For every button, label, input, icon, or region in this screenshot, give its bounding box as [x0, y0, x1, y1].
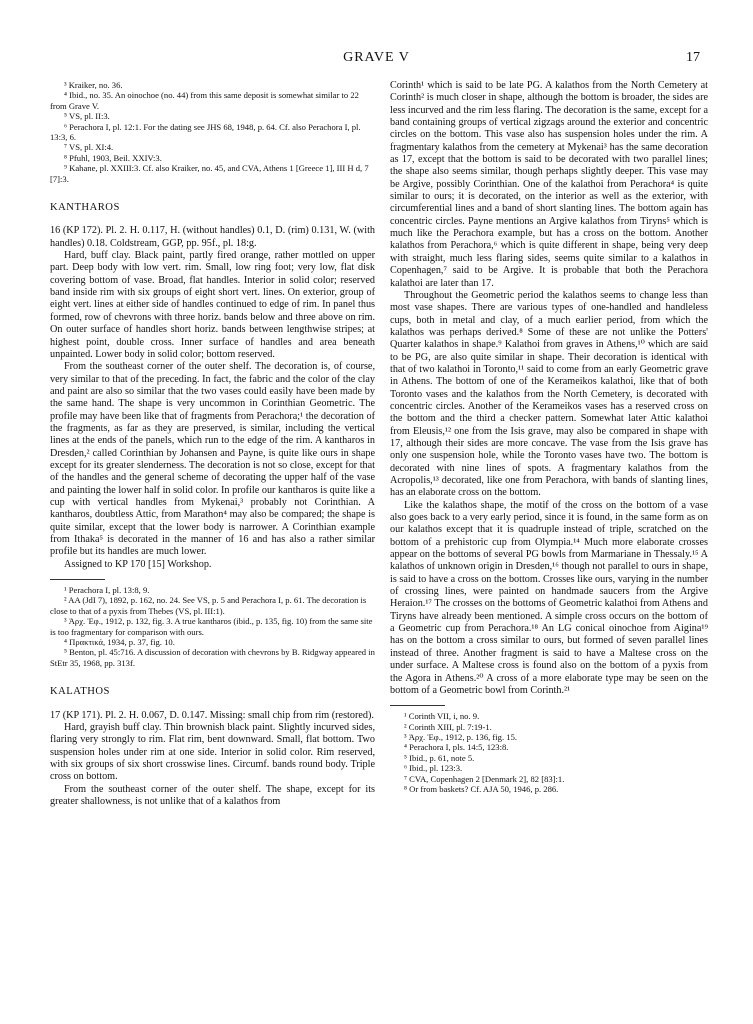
workshop-attribution: Assigned to KP 170 [15] Workshop.	[64, 558, 212, 570]
running-header-title: GRAVE V	[343, 50, 410, 65]
footnote: ⁴ Ibid., no. 35. An oinochoe (no. 44) from this same deposit is somewhat similar to 22 from Grave V.	[50, 90, 359, 111]
description-paragraph: Hard, grayish buff clay. Thin brownish black paint. Slightly incurved sides, flaring very strongly to rim. Flat rim, bent downward. Small, flat bottom. Two suspension holes under rim at one side. Interior in solid color. Rim reserved, with six groups of six short crosswise lines. Circumf. bands round body. Triple cross on bottom.	[50, 721, 375, 783]
footnote: ³ Ἀρχ. Ἐφ., 1912, p. 132, fig. 3. A true kantharos (ibid., p. 135, fig. 10) from the same site is too fragmentary for comparison with ours.	[50, 616, 373, 637]
right-footnotes	[390, 711, 708, 794]
section-heading-kantharos: KANTHAROS	[50, 202, 120, 214]
body-paragraph: Like the kalathos shape, the motif of the cross on the bottom of a vase also goes back to a very early period, since it is found, in the same form as on our kalathos except that it is quadruple instead of triple, scratched on the bottom of a prehistoric cup from Olympia.¹⁴ Much more elaborate crosses appear on the bottoms of several PG bowls from Marmariane in Thessaly.¹⁵ A kalathos of unknown origin in Dresden,¹⁶ though not parallel to ours in shape, is said to have a cross on the bottom. Crosses like ours, varying in the number of crossing lines, were painted on handmade saucers from the Argive Heraion.¹⁷ The crosses on the bottoms of Geometric kalathoi from Athens and Tiryns have already been mentioned. A simple cross occurs on the bottom of a Geometric cup from Perachora.¹⁸ An LG conical oinochoe from Aigina¹⁹ has on the bottom a cross similar to ours, but formed of seven parallel lines instead of three. Another fragment is said to have a Maltese cross on the under surface. A Maltese cross is found also on the bottom of a pyxis from the Agora in Athens.²⁰ A cross of a more elaborate type may be seen on the bottom of a Geometric bowl from Corinth.²¹	[390, 499, 708, 696]
body-paragraph: Corinth¹ which is said to be late PG. A kalathos from the North Cemetery at Corinth² is much closer in shape, although the bottom is broader, the sides are less incurved and the rim less flaring. The decoration is the same, except for a band containing groups of vertical zigzags around the exterior and concentric circles on the bottom. This vase also has suspension holes under the rim. A fragmentary kalathos from the cemetery at Mykenai³ has the same decoration as 17, except that the bottom is said to be decorated with two parallel lines; the shape also seems similar, though perhaps slightly deeper. This vase may be Argive, possibly Corinthian. One of the kalathoi from Perachora⁴ is quite similar to ours; it is decorated, on the interior as well as the exterior, with circumferential lines and a band of short slanting lines. The bottom again has concentric circles. Payne mentions an Argive kalathos from Tiryns⁵ which is much like the Perachora example, but has a cross on the bottom. Another kalathos from Perachora,⁶ which is quite different in shape, being very deep with straight, much less flaring sides, seems quite similar to a kalathos in Copenhagen,⁷ said to be Argive. It is probable that both the Perachora kalathoi are later than 17.	[390, 80, 708, 289]
body-paragraph: Throughout the Geometric period the kalathos seems to change less than most vase shapes. There are various types of one-handled and handleless cups, both in metal and clay, of a much earlier period, from which the kalathos was perhaps derived.⁸ Some of these are not unlike the Potters' Quarter kalathos in shape.⁹ Kalathoi from graves in Athens,¹⁰ which are said to be PG, are also quite similar in shape. Their decoration is identical with that of two kalathoi in Toronto,¹¹ said to come from an early Geometric grave in Athens. The bottom of one of the Kerameikos kalathoi, like that of both Toronto vases and the kalathos from the North Cemetery, is decorated with concentric circles. Another of the Kerameikos vases has a reserved cross on the bottom and the third a checker pattern. Somewhat later Attic kalathoi from Eleusis,¹² one from the Isis grave, may also be compared in shape with 17, although their sides are more concave. The vase from the Isis grave has only one suspension hole, while the Toronto vases have two. The bottom is decorated with nine lines of spots. A fragmentary kalathos from the Acropolis,¹³ decorated, like one from Perachora, with bands of slanting lines, has an elaborate cross on the bottom.	[390, 289, 708, 499]
footnote: ⁵ VS, pl. II:3.	[64, 111, 110, 122]
footnote: ⁷ CVA, Copenhagen 2 [Denmark 2], 82 [83]:1.	[404, 773, 565, 784]
description-paragraph: Hard, buff clay. Black paint, partly fired orange, rather mottled on upper part. Deep body with low vert. rim. Small, low ring foot; very low, flat disk covering bottom of vase. Broad, flat handles. Interior in solid color; reserved band inside rim with six groups of eight short vert. lines. On exterior, group of eight vert. lines at either side of handles continued to edge of rim. In panel thus formed, row of chevrons with three horiz. bands below and three above on rim. On outer surface of handles short horiz. bands between lengthwise stripes; at highest point, double cross. Inner surface of handles and area beneath unpainted. Lower body in solid color; bottom reserved.	[50, 250, 375, 360]
footnote: ⁸ Pfuhl, 1903, Beil. XXIV:3.	[64, 152, 162, 163]
kantharos-footnotes	[50, 585, 375, 668]
section-heading-kalathos: KALATHOS	[50, 686, 110, 698]
left-column	[50, 80, 375, 808]
footnote: ³ Ἀρχ. Ἐφ., 1912, p. 136, fig. 15.	[404, 732, 518, 742]
footnote: ⁷ VS, pl. XI:4.	[64, 142, 114, 153]
footnote: ⁶ Perachora I, pl. 12:1. For the dating see JHS 68, 1948, p. 64. Cf. also Perachora I, pl. 13:3, 6.	[50, 121, 361, 143]
footnote-divider	[50, 579, 105, 580]
footnote: ² Corinth XIII, pl. 7:19-1.	[404, 721, 492, 732]
page-number: 17	[686, 50, 700, 65]
right-column	[390, 80, 708, 794]
footnote: ⁵ Benton, pl. 45:716. A discussion of decoration with chevrons by B. Ridgway appeared in StEtr 35, 1968, pp. 313f.	[50, 647, 375, 668]
footnote: ⁴ Πρακτικά, 1934, p. 37, fig. 10.	[64, 637, 175, 648]
catalogue-entry-16: 16 (KP 172). Pl. 2. H. 0.117, H. (without handles) 0.1, D. (rim) 0.131, W. (with handles) 0.18. Coldstream, GGP, pp. 95f., pl. 18:g.	[50, 225, 375, 249]
footnote: ⁹ Kahane, pl. XXIII:3. Cf. also Kraiker, no. 45, and CVA, Athens 1 [Greece 1], III H d, 7 [7]:3.	[50, 163, 369, 184]
footnote: ⁸ Or from baskets? Cf. AJA 50, 1946, p. 286.	[404, 784, 559, 795]
catalogue-entry-17: 17 (KP 171). Pl. 2. H. 0.067, D. 0.147. Missing: small chip from rim (restored).	[50, 709, 374, 721]
footnote: ¹ Corinth VII, i, no. 9.	[404, 711, 480, 722]
footnote: ⁴ Perachora I, pls. 14:5, 123:8.	[404, 742, 509, 753]
footnote: ³ Kraiker, no. 36.	[64, 80, 123, 90]
footnote: ¹ Perachora I, pl. 13:8, 9.	[64, 585, 150, 596]
footnote: ² AA (JdI 7), 1892, p. 162, no. 24. See VS, p. 5 and Perachora I, p. 61. The decoration is close to that of a pyxis from Thebes (VS, pl. III:1).	[50, 595, 367, 616]
top-footnotes	[50, 80, 375, 184]
footnote: ⁶ Ibid., pl. 123:3.	[404, 763, 463, 774]
body-paragraph: From the southeast corner of the outer shelf. The shape, except for its greater shallowness, is not unlike that of a kalathos from	[50, 783, 375, 808]
footnote: ⁵ Ibid., p. 61, note 5.	[404, 752, 475, 763]
footnote-divider	[390, 705, 445, 706]
body-paragraph: From the southeast corner of the outer shelf. The decoration is, of course, very similar to that of the preceding. In fact, the fabric and the color of the clay and paint are also so similar that the two vases could easily have been made by the same hand. The shape is very uncommon in Corinthian Geometric. The profile may have been like that of fragments from Perachora;¹ the decoration of the fragments, as far as they are preserved, is similar, including the vertical lines at the ends of the panels, which run to the edge of the rim. A kantharos in Dresden,² called Corinthian by Johansen and Payne, is quite like ours in shape except for its greater slenderness. The decoration is not so close, except for that of the handles and the general scheme of decorating the upper half of the vase and painting the lower half in solid color. In profile our kantharos is quite like a cup with vertical handles from Mykenai,³ probably not Corinthian. A kantharos, doubtless Attic, from Marathon⁴ may also be compared; the shape is quite similar, except that the lower body is narrower. A Corinthian example from Ithaka⁵ is decorated in the manner of 16 and has also a rather similar profile but its handles are much lower.	[50, 361, 375, 558]
